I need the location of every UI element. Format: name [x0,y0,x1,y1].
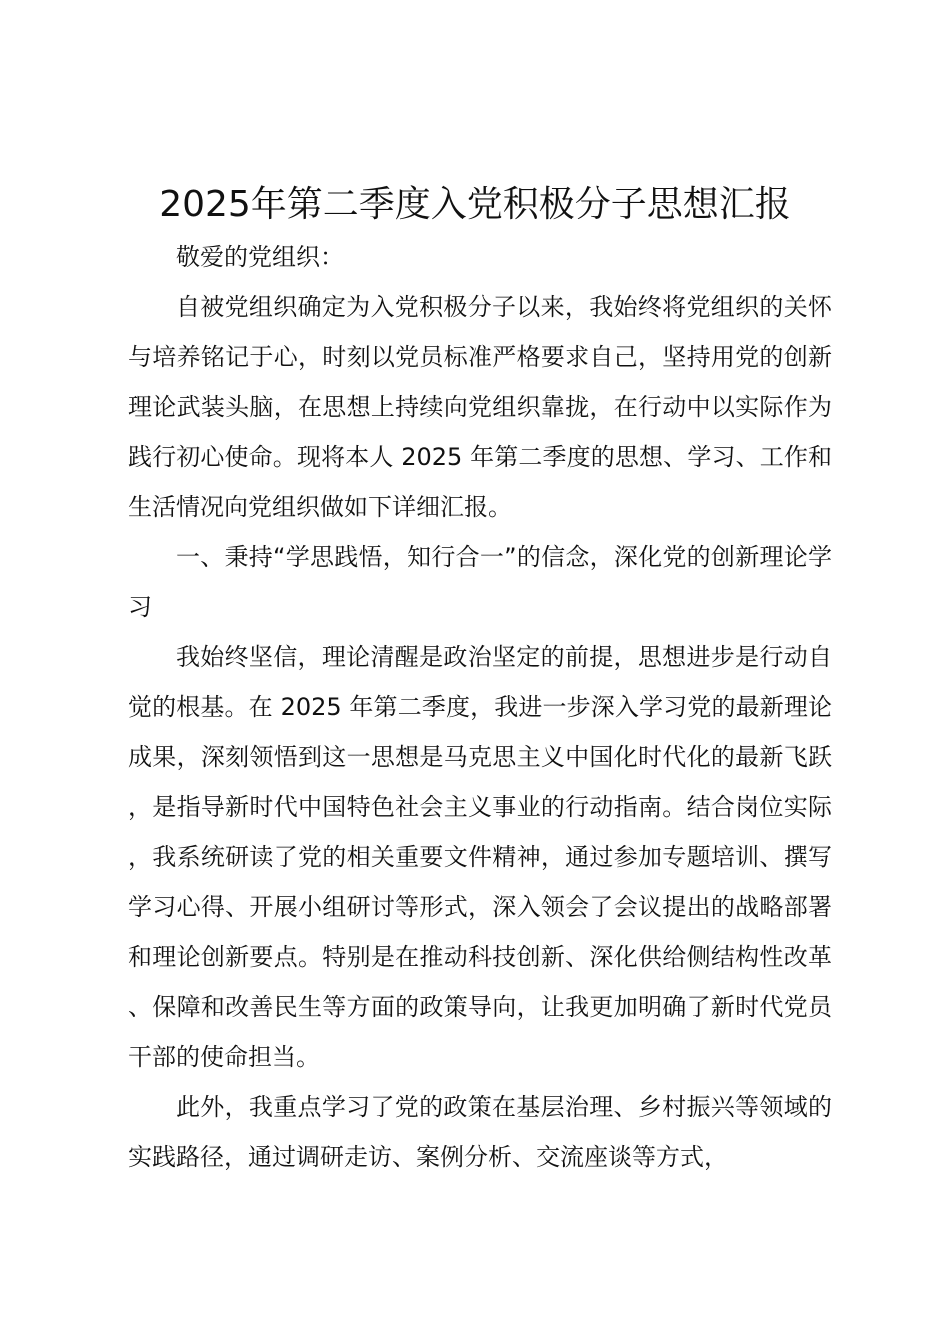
section-heading-1: 一、秉持“学思践悟，知行合一”的信念，深化党的创新理论学习 [128,543,832,621]
document-body [128,232,832,1182]
salutation: 敬爱的党组织： [176,243,344,271]
document-title: 2025年第二季度入党积极分子思想汇报 [159,184,791,225]
paragraph-intro: 自被党组织确定为入党积极分子以来，我始终将党组织的关怀与培养铭记于心，时刻以党员标准严格要求自己，坚持用党的创新理论武装头脑，在思想上持续向党组织靠拢，在行动中以实际作为践行初心使命。现将本人 2025 年第二季度的思想、学习、工作和生活情况向党组织做如下详细汇报。 [128,293,832,521]
paragraph-theory-study: 我始终坚信，理论清醒是政治坚定的前提，思想进步是行动自觉的根基。在 2025 年第二季度，我进一步深入学习党的最新理论成果，深刻领悟到这一思想是马克思主义中国化时代化的最新飞跃，是指导新时代中国特色社会主义事业的行动指南。结合岗位实际，我系统研读了党的相关重要文件精神，通过参加专题培训、撰写学习心得、开展小组研讨等形式，深入领会了会议提出的战略部署和理论创新要点。特别是在推动科技创新、深化供给侧结构性改革、保障和改善民生等方面的政策导向，让我更加明确了新时代党员干部的使命担当。 [128,643,832,1071]
paragraph-policy-study: 此外，我重点学习了党的政策在基层治理、乡村振兴等领域的实践路径，通过调研走访、案例分析、交流座谈等方式， [128,1093,832,1171]
